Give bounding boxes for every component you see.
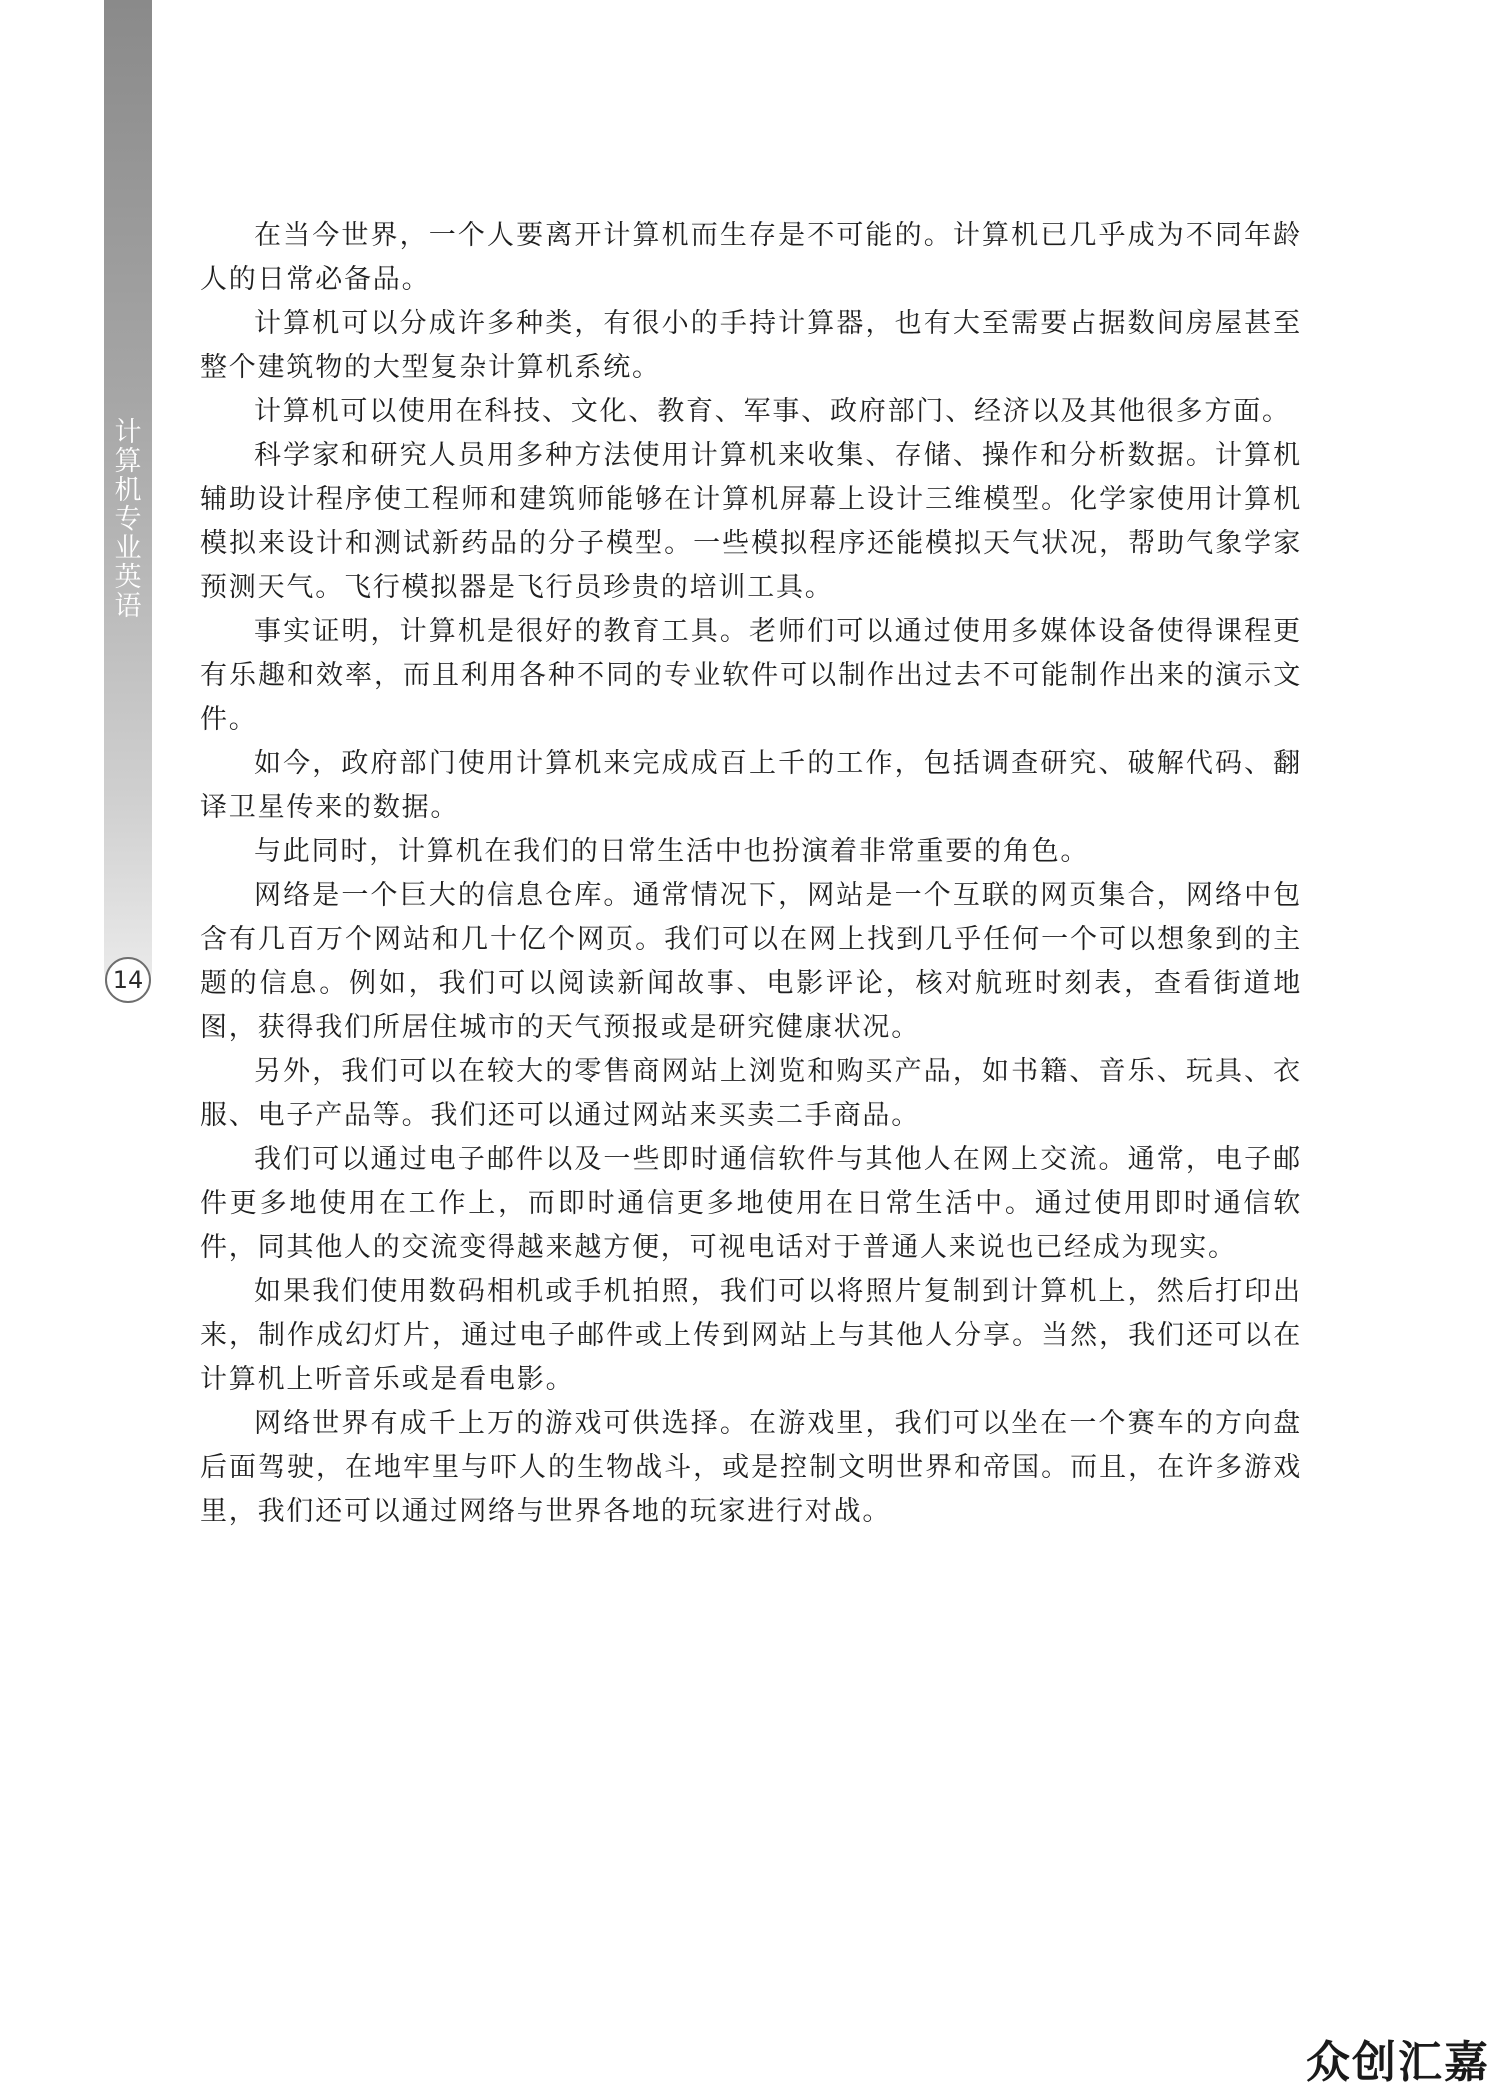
book-title-char: 业 [114,533,142,564]
paragraph: 科学家和研究人员用多种方法使用计算机来收集、存储、操作和分析数据。计算机辅助设计程序使工程师和建筑师能够在计算机屏幕上设计三维模型。化学家使用计算机模拟来设计和测试新药品的分子模型。一些模拟程序还能模拟天气状况，帮助气象学家预测天气。飞行模拟器是飞行员珍贵的培训工具。 [200,440,1302,603]
book-title-char: 专 [114,504,142,535]
paragraph: 另外，我们可以在较大的零售商网站上浏览和购买产品，如书籍、音乐、玩具、衣服、电子产品等。我们还可以通过网站来买卖二手商品。 [200,1056,1302,1131]
body-text [200,214,1302,1534]
paragraph: 如果我们使用数码相机或手机拍照，我们可以将照片复制到计算机上，然后打印出来，制作成幻灯片，通过电子邮件或上传到网站上与其他人分享。当然，我们还可以在计算机上听音乐或是看电影。 [200,1276,1302,1395]
book-title [104,418,152,621]
page-number: 14 [105,957,151,1003]
paragraph: 我们可以通过电子邮件以及一些即时通信软件与其他人在网上交流。通常，电子邮件更多地使用在工作上，而即时通信更多地使用在日常生活中。通过使用即时通信软件，同其他人的交流变得越来越方便，可视电话对于普通人来说也已经成为现实。 [200,1144,1302,1263]
book-title-char: 语 [114,591,142,622]
book-title-char: 机 [114,475,142,506]
paragraph: 计算机可以使用在科技、文化、教育、军事、政府部门、经济以及其他很多方面。 [254,396,1291,427]
paragraph: 计算机可以分成许多种类，有很小的手持计算器，也有大至需要占据数间房屋甚至整个建筑物的大型复杂计算机系统。 [200,308,1302,383]
paragraph: 与此同时，计算机在我们的日常生活中也扮演着非常重要的角色。 [254,836,1090,867]
paragraph: 网络是一个巨大的信息仓库。通常情况下，网站是一个互联的网页集合，网络中包含有几百万个网站和几十亿个网页。我们可以在网上找到几乎任何一个可以想象到的主题的信息。例如，我们可以阅读新闻故事、电影评论，核对航班时刻表，查看街道地图，获得我们所居住城市的天气预报或是研究健康状况。 [200,880,1302,1043]
book-title-char: 英 [114,562,142,593]
paragraph: 如今，政府部门使用计算机来完成成百上千的工作，包括调查研究、破解代码、翻译卫星传来的数据。 [200,748,1302,823]
paragraph: 在当今世界，一个人要离开计算机而生存是不可能的。计算机已几乎成为不同年龄人的日常必备品。 [200,220,1302,295]
paragraph: 事实证明，计算机是很好的教育工具。老师们可以通过使用多媒体设备使得课程更有乐趣和效率，而且利用各种不同的专业软件可以制作出过去不可能制作出来的演示文件。 [200,616,1302,735]
book-title-char: 计 [114,417,142,448]
paragraph: 网络世界有成千上万的游戏可供选择。在游戏里，我们可以坐在一个赛车的方向盘后面驾驶，在地牢里与吓人的生物战斗，或是控制文明世界和帝国。而且，在许多游戏里，我们还可以通过网络与世界各地的玩家进行对战。 [200,1408,1302,1527]
book-title-char: 算 [114,446,142,477]
watermark-logo: 众创汇嘉 [1306,2037,1490,2088]
